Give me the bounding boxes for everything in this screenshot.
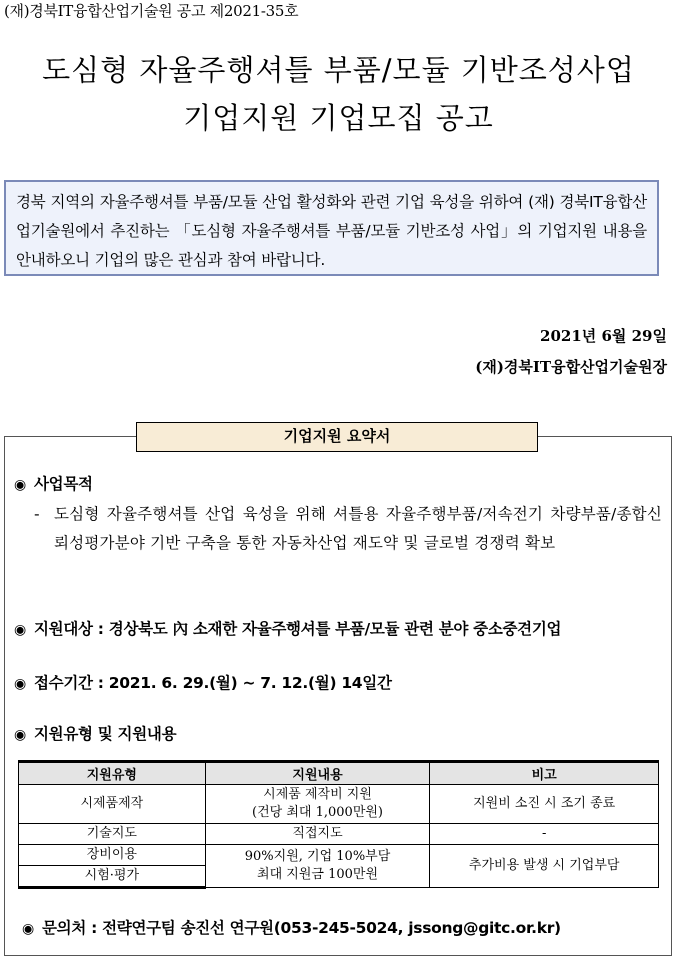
bullet-icon: ◉ [14, 727, 26, 743]
header-type: 지원유형 [19, 762, 206, 785]
header-note: 비고 [430, 762, 659, 785]
table-header-row [19, 762, 659, 785]
cell-content-line: 90%지원, 기업 10%부담 [244, 849, 391, 864]
cell-content-line: 최대 지원금 100만원 [257, 867, 379, 882]
cell-content-line: (건당 최대 1,000만원) [252, 805, 384, 820]
period-text: 접수기간 : 2021. 6. 29.(월) ~ 7. 12.(월) 14일간 [34, 674, 392, 692]
issuing-organization: (재)경북IT융합산업기술원장 [475, 358, 667, 376]
cell-type: 장비이용 [19, 845, 206, 866]
dash-marker: - [34, 505, 40, 523]
header-content: 지원내용 [205, 762, 430, 785]
announcement-date: 2021년 6월 29일 [540, 327, 667, 345]
section-contact [22, 916, 561, 938]
cell-note: 지원비 소진 시 조기 종료 [430, 785, 659, 824]
bullet-icon: ◉ [22, 921, 34, 937]
cell-note: 추가비용 발생 시 기업부담 [430, 845, 659, 888]
cell-content [205, 785, 430, 824]
cell-type: 시험·평가 [19, 866, 206, 888]
bullet-icon: ◉ [14, 622, 26, 638]
section-purpose [14, 472, 93, 494]
cell-content [205, 845, 430, 888]
target-text: 지원대상 : 경상북도 內 소재한 자율주행셔틀 부품/모듈 관련 분야 중소중견기업 [34, 620, 562, 638]
section-period [14, 671, 392, 693]
cell-note: - [430, 824, 659, 845]
page-title-line2: 기업지원 기업모집 공고 [183, 101, 494, 135]
table-row [19, 824, 659, 845]
contact-text: 문의처 : 전략연구팀 송진선 연구원(053-245-5024, jssong@gitc.or.kr) [42, 919, 561, 937]
purpose-item [30, 500, 662, 558]
section-types [14, 722, 176, 744]
table-row [19, 785, 659, 824]
notice-number: (재)경북IT융합산업기술원 공고 제2021-35호 [4, 2, 299, 20]
cell-content-line: 시제품 제작비 지원 [263, 787, 372, 802]
page-title-line1: 도심형 자율주행셔틀 부품/모듈 기반조성사업 [42, 53, 635, 87]
table-row [19, 845, 659, 866]
cell-type: 시제품제작 [19, 785, 206, 824]
section-target [14, 617, 561, 639]
cell-type: 기술지도 [19, 824, 206, 845]
purpose-text: 도심형 자율주행셔틀 산업 육성을 위해 셔틀용 자율주행부품/저속전기 차량부품/종합신뢰성평가분야 기반 구축을 통한 자동차산업 재도약 및 글로벌 경쟁력 확보 [54, 505, 662, 552]
types-heading: 지원유형 및 지원내용 [34, 725, 177, 743]
summary-label: 기업지원 요약서 [136, 422, 538, 452]
intro-box [4, 180, 659, 276]
bullet-icon: ◉ [14, 676, 26, 692]
purpose-heading: 사업목적 [34, 475, 93, 493]
intro-text: 경북 지역의 자율주행셔틀 부품/모듈 산업 활성화와 관련 기업 육성을 위하여 (재) 경북IT융합산업기술원에서 추진하는 「도심형 자율주행셔틀 부품/모듈 기반조성 사업」의 기업지원 내용을 안내하오니 기업의 많은 관심과 참여 바랍니다. [16, 193, 647, 269]
cell-content: 직접지도 [205, 824, 430, 845]
support-table [18, 760, 659, 889]
bullet-icon: ◉ [14, 477, 26, 493]
